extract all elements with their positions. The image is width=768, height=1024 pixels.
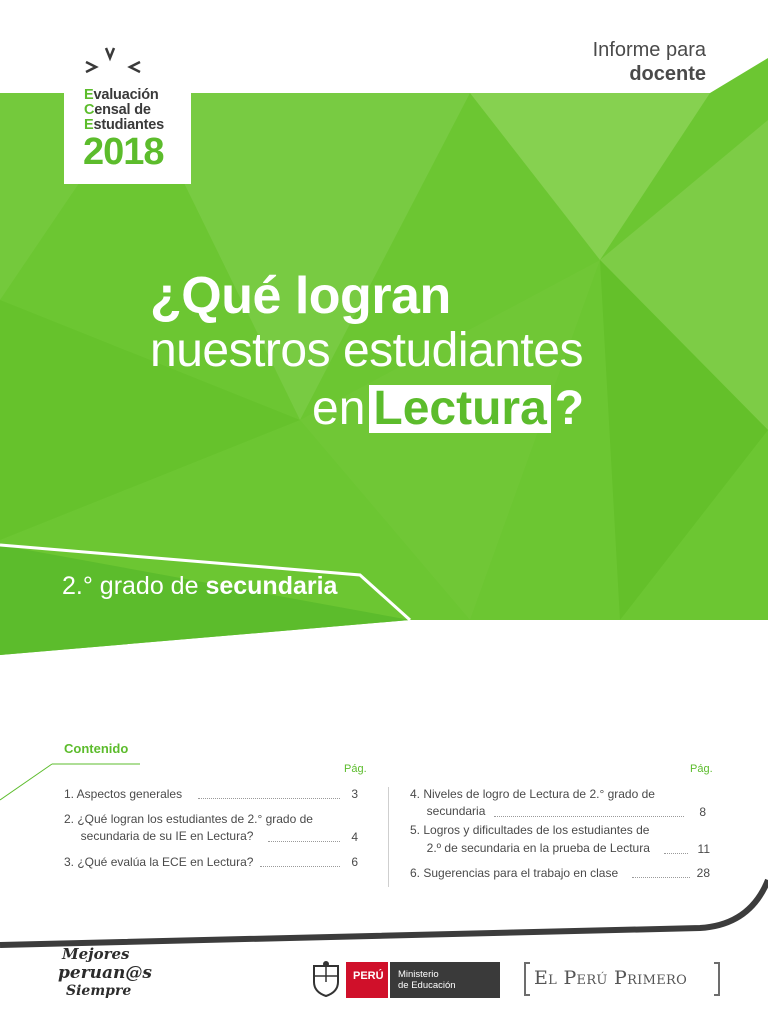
mejores-peruanos-logo — [58, 945, 152, 1001]
page-label-left: Pág. — [344, 763, 367, 775]
toc-item-label: 5. Logros y dificultades de los estudiantes de — [410, 823, 650, 837]
grade-label — [62, 570, 337, 602]
toc-item-label: 4. Niveles de logro de Lectura de 2.° grado de — [410, 787, 655, 801]
coat-of-arms-icon — [308, 960, 344, 998]
slogan-line2: peruan@s — [58, 963, 152, 983]
grade-level: secundaria — [205, 572, 338, 600]
toc-page: 8 — [699, 805, 706, 819]
slogan-line3: Siempre — [66, 983, 132, 999]
ministry-line2: de Educación — [398, 980, 456, 991]
toc-leader — [494, 816, 684, 817]
toc-leader — [664, 853, 688, 854]
toc-item[interactable] — [410, 822, 649, 839]
toc-item-label: secundaria — [410, 804, 486, 818]
report-type-line2: docente — [629, 63, 706, 85]
report-type-line1: Informe para — [592, 39, 706, 61]
toc-leader — [268, 841, 340, 842]
toc-leader — [260, 866, 340, 867]
ece-logo-year: 2018 — [83, 131, 164, 173]
toc-page: 3 — [351, 787, 358, 801]
ministry-label — [390, 962, 500, 998]
el-peru-primero-logo — [524, 962, 720, 996]
contents-heading: Contenido — [64, 741, 129, 756]
logo-bracket-left — [524, 962, 530, 996]
peru-label: PERÚ — [346, 962, 388, 998]
slogan-line1: Mejores — [62, 945, 130, 963]
ece-logo — [64, 38, 191, 184]
page-label-right: Pág. — [690, 763, 713, 775]
cover-title-line3 — [312, 380, 584, 438]
toc-item[interactable] — [410, 865, 618, 882]
cover-title-line1: ¿Qué logran — [150, 267, 451, 325]
toc-item-label: 6. Sugerencias para el trabajo en clase — [410, 866, 619, 880]
toc-page: 11 — [697, 842, 710, 856]
cover-title-line2: nuestros estudiantes — [150, 324, 583, 377]
logo-bracket-right — [714, 962, 720, 996]
ministry-line1: Ministerio — [398, 969, 439, 980]
ece-logo-text: Evaluación Censal de Estudiantes — [84, 87, 164, 133]
toc-page: 28 — [696, 866, 710, 880]
toc-item[interactable] — [64, 854, 253, 871]
cover-title-highlight: Lectura — [369, 385, 550, 433]
toc-item-label: 3. ¿Qué evalúa la ECE en Lectura? — [64, 855, 254, 869]
toc-item-continued — [410, 803, 485, 820]
toc-item[interactable] — [64, 811, 313, 828]
grade-prefix: 2.° grado de — [62, 572, 199, 600]
cover-title-suffix: ? — [554, 382, 585, 435]
toc-item-continued — [410, 840, 650, 857]
toc-item-label: 1. Aspectos generales — [64, 787, 183, 801]
toc-item-continued — [64, 828, 253, 845]
report-type — [593, 38, 706, 86]
toc-item[interactable] — [64, 786, 182, 803]
toc-page: 4 — [351, 830, 358, 844]
toc-page: 6 — [351, 855, 358, 869]
toc-leader — [198, 798, 340, 799]
toc-item[interactable] — [410, 786, 655, 803]
contents-divider — [388, 787, 389, 887]
toc-item-label: 2. ¿Qué logran los estudiantes de 2.° grado de — [64, 812, 313, 826]
toc-item-label: secundaria de su IE en Lectura? — [64, 829, 254, 843]
toc-item-label: 2.º de secundaria en la prueba de Lectura — [410, 841, 650, 855]
toc-leader — [632, 877, 690, 878]
cover-title-prefix: en — [312, 382, 366, 435]
ece-marks-icon — [84, 44, 144, 84]
ministry-logo — [308, 960, 500, 998]
campaign-text: El Perú Primero — [534, 967, 688, 989]
